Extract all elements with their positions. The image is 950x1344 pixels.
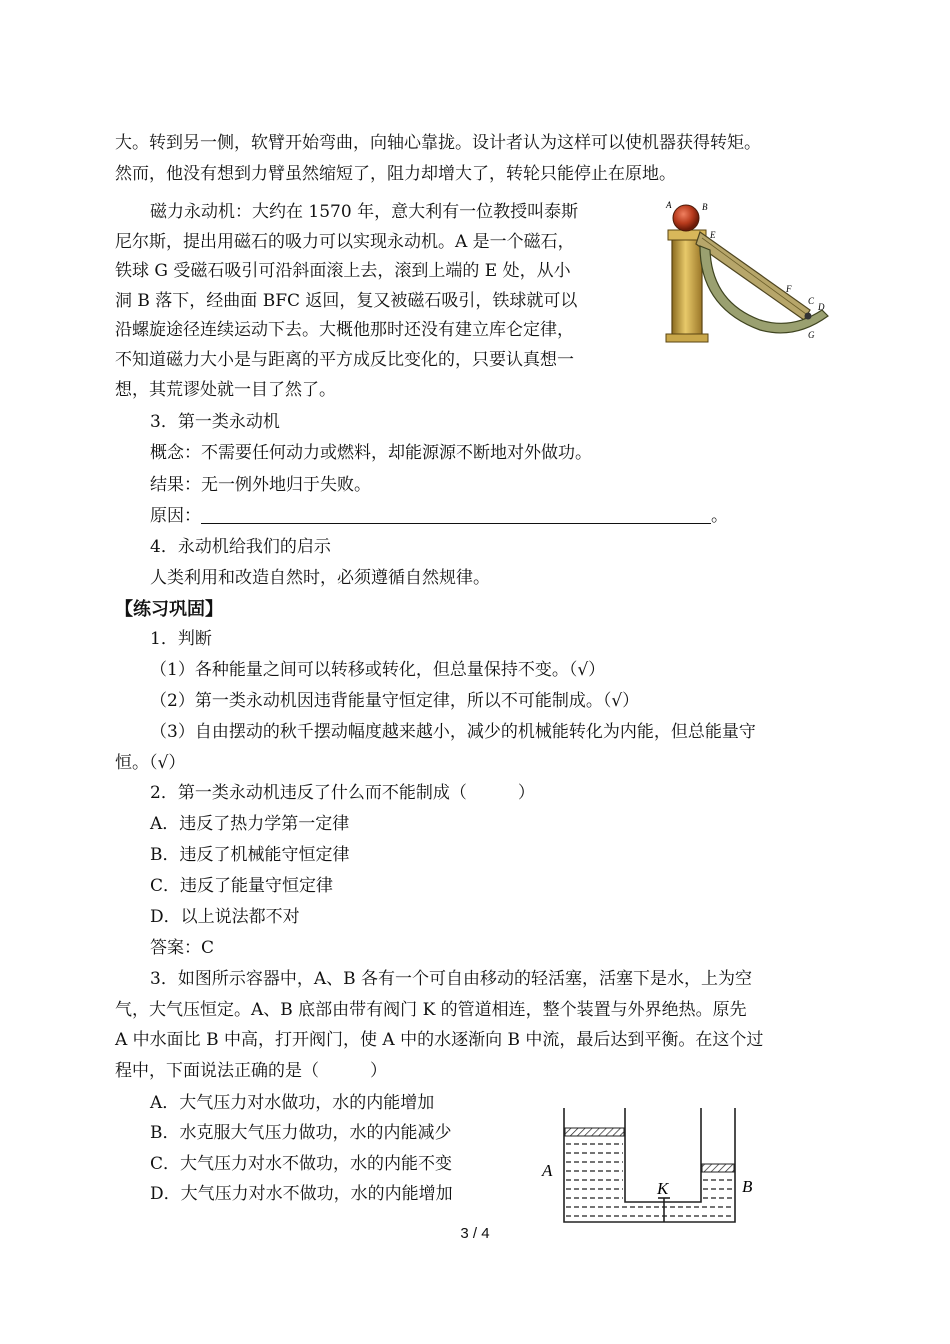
q2-option: A．违反了热力学第一定律 [150,814,350,834]
piston-a [565,1128,624,1136]
section-title: 4．永动机给我们的启示 [150,537,331,557]
reason-blank [201,503,711,524]
label-b: B [742,1177,753,1196]
section4-content: 人类利用和改造自然时，必须遵循自然规律。 [150,568,490,588]
iron-ball [805,313,812,320]
q2-answer: 答案：C [150,938,215,958]
magnet-stone [673,205,699,231]
q3-stem-line: 气，大气压恒定。A、B 底部由带有阀门 K 的管道相连，整个装置与外界绝热。原先 [115,1000,747,1020]
practice-heading: 【练习巩固】 [115,599,223,620]
q3-option: B．水克服大气压力做功，水的内能减少 [150,1123,452,1143]
label-c: C [808,296,815,306]
q3-option: C．大气压力对水不做功，水的内能不变 [150,1154,453,1174]
label-g: G [808,330,815,340]
label-e: E [710,230,716,240]
q2-option: B．违反了机械能守恒定律 [150,845,350,865]
paragraph-line: 大。转到另一侧，软臂开始弯曲，向轴心靠拢。设计者认为这样可以使机器获得转矩。 [115,133,761,153]
concept-text: 概念：不需要任何动力或燃料，却能源源不断地对外做功。 [150,443,592,463]
label-a: A [542,1161,553,1180]
q3-stem-line: 程中，下面说法正确的是（ ） [115,1061,387,1081]
q1-item: （2）第一类永动机因违背能量守恒定律，所以不可能制成。（√） [150,691,640,711]
magnet-paragraph-line: 不知道磁力大小是与距离的平方成反比变化的，只要认真想一 [115,350,574,370]
q1-title: 1．判断 [150,629,212,649]
paragraph-line: 然而，他没有想到力臂虽然缩短了，阻力却增大了，转轮只能停止在原地。 [115,164,676,184]
magnet-paragraph-line: 想，其荒谬处就一目了然了。 [115,380,336,400]
piston-b [702,1164,734,1172]
q3-option: A．大气压力对水做功，水的内能增加 [150,1093,435,1113]
magnet-paragraph-line: 尼尔斯，提出用磁石的吸力可以实现永动机。A 是一个磁石， [115,232,575,252]
magnet-paragraph-line: 沿螺旋途径连续运动下去。大概他那时还没有建立库仑定律， [115,320,574,340]
q2-option: C．违反了能量守恒定律 [150,876,334,896]
water-lines [566,1144,733,1216]
reason-line [150,501,728,532]
magnet-paragraph-line: 磁力永动机：大约在 1570 年，意大利有一位教授叫泰斯 [150,202,579,222]
label-b: B [702,202,708,212]
q2-stem: 2．第一类永动机违反了什么而不能制成（ ） [150,783,535,803]
section-title: 3．第一类永动机 [150,412,280,432]
reason-end: 。 [711,506,728,526]
label-a: A [666,200,672,210]
reason-label: 原因： [150,506,201,526]
label-k: K [657,1179,669,1198]
q1-item: （3）自由摆动的秋千摆动幅度越来越小，减少的机械能转化为内能，但总能量守 [150,722,756,742]
q3-option: D．大气压力对水不做功，水的内能增加 [150,1184,453,1204]
magnet-machine-figure [660,198,840,348]
q1-item: （1）各种能量之间可以转移或转化，但总量保持不变。（√） [150,660,606,680]
q3-stem-line: A 中水面比 B 中高，打开阀门，使 A 中的水逐渐向 B 中流，最后达到平衡。在这个过 [115,1030,764,1050]
q1-item: 恒。（√） [115,753,186,773]
q2-option: D．以上说法都不对 [150,907,300,927]
page-number: 3 / 4 [460,1225,490,1242]
magnet-paragraph-line: 铁球 G 受磁石吸引可沿斜面滚上去，滚到上端的 E 处，从小 [115,261,571,281]
label-d: D [818,302,825,312]
q3-stem-line: 3．如图所示容器中，A、B 各有一个可自由移动的轻活塞，活塞下是水，上为空 [150,969,752,989]
result-text: 结果：无一例外地归于失败。 [150,475,371,495]
magnet-paragraph-line: 洞 B 落下，经曲面 BFC 返回，复又被磁石吸引，铁球就可以 [115,291,578,311]
container-figure [538,1104,764,1226]
label-f: F [786,284,792,294]
support-post [672,238,702,338]
post-base [666,334,708,342]
